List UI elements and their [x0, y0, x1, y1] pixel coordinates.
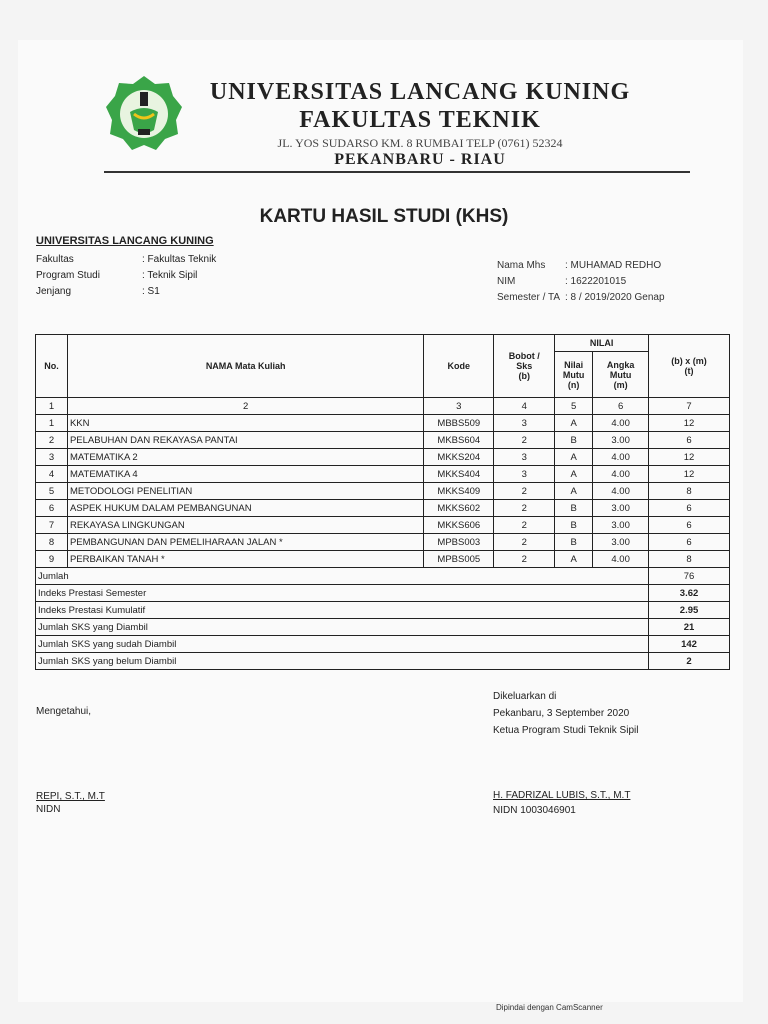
signature-left [36, 703, 105, 818]
signature-place-date: Pekanbaru, 3 September 2020 [493, 708, 630, 719]
cell-course: ASPEK HUKUM DALAM PEMBANGUNAN [67, 500, 423, 517]
cell-no: 8 [36, 534, 68, 551]
info-row [497, 258, 665, 274]
column-number: 6 [593, 398, 649, 415]
cell-product: 12 [649, 415, 730, 432]
signature-issued: Dikeluarkan di [493, 691, 557, 702]
summary-label: Jumlah [36, 568, 649, 585]
document-title: KARTU HASIL STUDI (KHS) [259, 206, 509, 227]
cell-course: KKN [67, 415, 423, 432]
summary-row [36, 619, 730, 636]
signature-id: NIDN 1003046901 [493, 805, 576, 816]
cell-credits: 2 [494, 500, 555, 517]
header-grade-line: Nilai [564, 359, 584, 370]
signature-name: H. FADRIZAL LUBIS, S.T., M.T [493, 790, 631, 801]
info-label: NIM [497, 276, 516, 287]
cell-credits: 3 [494, 449, 555, 466]
summary-label: Jumlah SKS yang Diambil [36, 619, 649, 636]
cell-course: MATEMATIKA 2 [67, 449, 423, 466]
letterhead-faculty: FAKULTAS TEKNIK [299, 107, 541, 133]
info-value: : S1 [142, 286, 160, 297]
cell-grade: A [555, 449, 593, 466]
header-product [649, 335, 730, 398]
summary-value: 76 [649, 568, 730, 585]
university-logo [104, 74, 184, 154]
summary-row [36, 585, 730, 602]
letterhead-city: PEKANBARU - RIAU [334, 151, 506, 168]
letterhead-address: JL. YOS SUDARSO KM. 8 RUMBAI TELP (0761) 52324 [277, 136, 563, 150]
summary-row [36, 568, 730, 585]
column-number: 7 [649, 398, 730, 415]
header-score-line: (m) [613, 379, 628, 390]
table-row [36, 534, 730, 551]
cell-course: REKAYASA LINGKUNGAN [67, 517, 423, 534]
header-course: NAMA Mata Kuliah [67, 335, 423, 398]
summary-value: 142 [649, 636, 730, 653]
table-row [36, 517, 730, 534]
cell-score: 3.00 [593, 432, 649, 449]
header-credits-line: (b) [518, 371, 530, 381]
cell-credits: 2 [494, 432, 555, 449]
header-score [593, 352, 649, 398]
signature-role: Ketua Program Studi Teknik Sipil [493, 725, 639, 736]
cell-course: PEMBANGUNAN DAN PEMELIHARAAN JALAN * [67, 534, 423, 551]
header-code: Kode [424, 335, 494, 398]
signature-name: REPI, S.T., M.T [36, 791, 105, 802]
cell-course: PELABUHAN DAN REKAYASA PANTAI [67, 432, 423, 449]
column-number: 3 [424, 398, 494, 415]
header-product-line: (t) [684, 366, 694, 376]
cell-no: 5 [36, 483, 68, 500]
cell-no: 6 [36, 500, 68, 517]
cell-score: 4.00 [593, 551, 649, 568]
cell-product: 6 [649, 432, 730, 449]
cell-credits: 3 [494, 415, 555, 432]
cell-score: 4.00 [593, 466, 649, 483]
summary-label: Indeks Prestasi Semester [36, 585, 649, 602]
summary-value: 3.62 [649, 585, 730, 602]
header-credits-line: Bobot / [508, 351, 540, 361]
header-credits [494, 335, 555, 398]
letterhead-divider [104, 171, 690, 173]
cell-credits: 2 [494, 551, 555, 568]
cell-code: MBBS509 [424, 415, 494, 432]
summary-row [36, 636, 730, 653]
info-label: Program Studi [36, 270, 100, 281]
cell-no: 3 [36, 449, 68, 466]
header-nilai: NILAI [555, 335, 649, 352]
cell-grade: A [555, 415, 593, 432]
cell-credits: 2 [494, 517, 555, 534]
cell-code: MKBS604 [424, 432, 494, 449]
info-value: : MUHAMAD REDHO [565, 260, 662, 271]
cell-score: 4.00 [593, 415, 649, 432]
info-row [36, 252, 216, 268]
cell-code: MKKS404 [424, 466, 494, 483]
cell-code: MKKS606 [424, 517, 494, 534]
header-score-line: Mutu [609, 369, 632, 380]
cell-grade: B [555, 517, 593, 534]
cell-grade: B [555, 534, 593, 551]
cell-product: 6 [649, 534, 730, 551]
header-grade-line: Mutu [562, 369, 585, 380]
cell-grade: A [555, 466, 593, 483]
cell-product: 8 [649, 483, 730, 500]
cell-grade: B [555, 432, 593, 449]
cell-no: 9 [36, 551, 68, 568]
cell-product: 6 [649, 500, 730, 517]
header-credits-line: Sks [516, 361, 533, 371]
info-label: Fakultas [36, 254, 74, 265]
column-number-row [36, 398, 730, 415]
summary-rows [36, 568, 730, 670]
table-row [36, 551, 730, 568]
summary-value: 2 [649, 653, 730, 670]
header-product-line: (b) x (m) [671, 356, 707, 366]
info-label: Nama Mhs [497, 260, 546, 271]
cell-no: 1 [36, 415, 68, 432]
info-label: Jenjang [36, 286, 72, 297]
signature-id: NIDN [36, 804, 61, 815]
cell-code: MKKS409 [424, 483, 494, 500]
info-label: Semester / TA [497, 292, 560, 303]
cell-grade: B [555, 500, 593, 517]
column-number: 1 [36, 398, 68, 415]
summary-label: Jumlah SKS yang belum Diambil [36, 653, 649, 670]
info-row [36, 268, 216, 284]
summary-label: Jumlah SKS yang sudah Diambil [36, 636, 649, 653]
letterhead-university: UNIVERSITAS LANCANG KUNING [209, 79, 631, 105]
header-grade [555, 352, 593, 398]
cell-no: 4 [36, 466, 68, 483]
grades-table [35, 334, 730, 670]
cell-credits: 3 [494, 466, 555, 483]
cell-score: 3.00 [593, 534, 649, 551]
cell-grade: A [555, 551, 593, 568]
column-number: 5 [555, 398, 593, 415]
table-row [36, 466, 730, 483]
summary-label: Indeks Prestasi Kumulatif [36, 602, 649, 619]
cell-course: METODOLOGI PENELITIAN [67, 483, 423, 500]
cell-product: 6 [649, 517, 730, 534]
table-row [36, 500, 730, 517]
info-value: : 1622201015 [565, 276, 627, 287]
scanner-watermark: Dipindai dengan CamScanner [496, 1003, 603, 1012]
cell-credits: 2 [494, 483, 555, 500]
cell-code: MPBS005 [424, 551, 494, 568]
summary-row [36, 602, 730, 619]
summary-value: 21 [649, 619, 730, 636]
institution-name: UNIVERSITAS LANCANG KUNING [36, 235, 214, 247]
table-row [36, 432, 730, 449]
cell-score: 3.00 [593, 517, 649, 534]
info-row [497, 274, 665, 290]
grades-table-header [36, 335, 730, 415]
cell-product: 8 [649, 551, 730, 568]
info-value: : Teknik Sipil [142, 270, 198, 281]
student-info-right [497, 258, 665, 306]
header-no: No. [36, 335, 68, 398]
table-row [36, 449, 730, 466]
summary-value: 2.95 [649, 602, 730, 619]
summary-row [36, 653, 730, 670]
letterhead [190, 78, 650, 170]
info-value: : Fakultas Teknik [142, 254, 217, 265]
cell-grade: A [555, 483, 593, 500]
column-number: 4 [494, 398, 555, 415]
cell-code: MPBS003 [424, 534, 494, 551]
cell-score: 4.00 [593, 449, 649, 466]
cell-course: MATEMATIKA 4 [67, 466, 423, 483]
info-value: : 8 / 2019/2020 Genap [565, 292, 665, 303]
info-row [36, 284, 216, 300]
cell-score: 3.00 [593, 500, 649, 517]
signature-right [493, 688, 638, 819]
course-rows [36, 415, 730, 568]
cell-no: 2 [36, 432, 68, 449]
header-grade-line: (n) [567, 379, 580, 390]
cell-product: 12 [649, 449, 730, 466]
signature-caption: Mengetahui, [36, 706, 92, 717]
column-number: 2 [67, 398, 423, 415]
header-score-line: Angka [606, 359, 635, 370]
cell-score: 4.00 [593, 483, 649, 500]
table-row [36, 415, 730, 432]
cell-code: MKKS602 [424, 500, 494, 517]
cell-product: 12 [649, 466, 730, 483]
cell-course: PERBAIKAN TANAH * [67, 551, 423, 568]
cell-credits: 2 [494, 534, 555, 551]
cell-code: MKKS204 [424, 449, 494, 466]
info-row [497, 290, 665, 306]
student-info-left [36, 252, 216, 300]
cell-no: 7 [36, 517, 68, 534]
table-row [36, 483, 730, 500]
